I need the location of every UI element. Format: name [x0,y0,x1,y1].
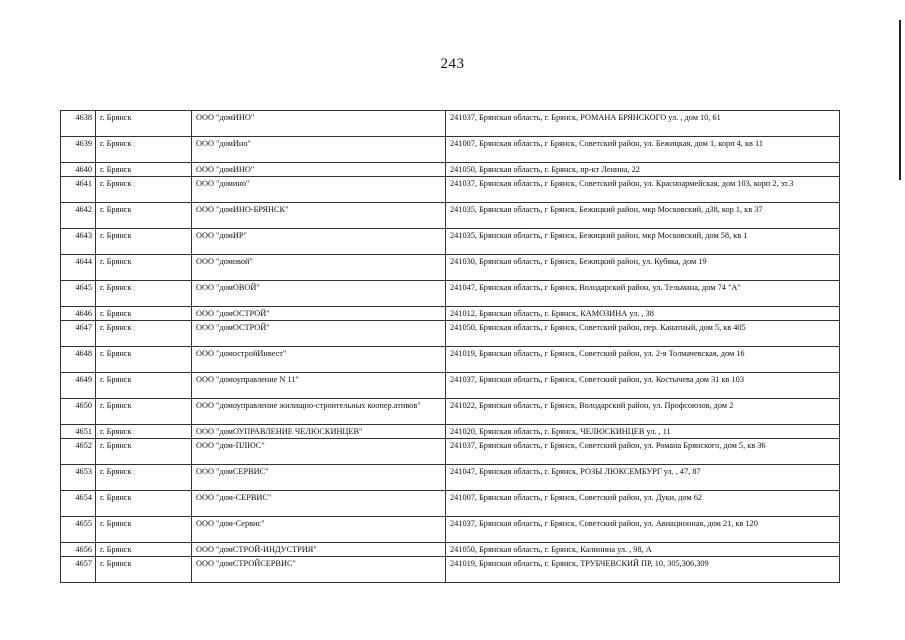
table-row [61,137,840,163]
table-row [61,203,840,229]
city-cell: г. Брянск [96,557,192,583]
table-row [61,465,840,491]
address-cell: 241019, Брянская область, г. Брянск, ТРУБЧЕВСКИЙ ПР, 10, 305,306,309 [446,557,840,583]
address-cell: 241035, Брянская область, г Брянск, Бежицкий район, мкр Московский, дом 58, кв 1 [446,229,840,255]
address-cell: 241007, Брянская область, г Брянск, Советский район, ул. Бежицкая, дом 1, корп 4, кв 11 [446,137,840,163]
organization-cell: ООО "домОВОЙ" [192,281,446,307]
organization-cell: ООО "домСТРОЙ-ИНДУСТРИЯ" [192,543,446,557]
row-number-cell: 4656 [61,543,96,557]
city-cell: г. Брянск [96,111,192,137]
row-number-cell: 4657 [61,557,96,583]
address-cell: 241007, Брянская область, г Брянск, Советский район, ул. Дуки, дом 62 [446,491,840,517]
organization-cell: ООО "домИно" [192,137,446,163]
row-number-cell: 4648 [61,347,96,373]
table-row [61,255,840,281]
address-cell: 241020, Брянская область, г. Брянск, ЧЕЛЮСКИНЦЕВ ул. , 11 [446,425,840,439]
row-number-cell: 4645 [61,281,96,307]
row-number-cell: 4642 [61,203,96,229]
row-number-cell: 4653 [61,465,96,491]
organization-cell: ООО "дом-СЕРВИС" [192,491,446,517]
row-number-cell: 4651 [61,425,96,439]
address-cell: 241050, Брянская область, г. Брянск, пр-кт Ленина, 22 [446,163,840,177]
organization-cell: ООО "домостройИнвест" [192,347,446,373]
organization-cell: ООО "домОУПРАВЛЕНИЕ ЧЕЛЮСКИНЦЕВ" [192,425,446,439]
address-cell: 241047, Брянская область, г. Брянск, РОЗЫ ЛЮКСЕМБУРГ ул. , 47, 87 [446,465,840,491]
table-row [61,307,840,321]
city-cell: г. Брянск [96,465,192,491]
scan-edge-line [899,20,901,180]
row-number-cell: 4652 [61,439,96,465]
organization-cell: ООО "домоуправление N 11" [192,373,446,399]
organization-cell: ООО "домИНО" [192,163,446,177]
address-cell: 241022, Брянская область, г Брянск, Володарский район, ул. Профсоюзов, дом 2 [446,399,840,425]
city-cell: г. Брянск [96,439,192,465]
organization-cell: ООО "домИР" [192,229,446,255]
row-number-cell: 4641 [61,177,96,203]
city-cell: г. Брянск [96,321,192,347]
address-cell: 241037, Брянская область, г Брянск, Советский район, ул. Костычева дом 31 кв 103 [446,373,840,399]
row-number-cell: 4655 [61,517,96,543]
table-row [61,229,840,255]
organization-cell: ООО "домино" [192,177,446,203]
row-number-cell: 4654 [61,491,96,517]
row-number-cell: 4644 [61,255,96,281]
address-cell: 241050, Брянская область, г Брянск, Советский район, пер. Канатный, дом 5, кв 405 [446,321,840,347]
organization-cell: ООО "дом-ПЛЮС" [192,439,446,465]
city-cell: г. Брянск [96,399,192,425]
row-number-cell: 4638 [61,111,96,137]
city-cell: г. Брянск [96,163,192,177]
city-cell: г. Брянск [96,137,192,163]
city-cell: г. Брянск [96,255,192,281]
city-cell: г. Брянск [96,517,192,543]
address-cell: 241012, Брянская область, г. Брянск, КАМОЗИНА ул. , 38 [446,307,840,321]
row-number-cell: 4639 [61,137,96,163]
address-cell: 241030, Брянская область, г Брянск, Бежицкий район, ул. Кубяка, дом 19 [446,255,840,281]
address-cell: 241019, Брянская область, г Брянск, Советский район, ул. 2-я Толмачевская, дом 16 [446,347,840,373]
table-row [61,281,840,307]
organization-cell: ООО "домСТРОЙСЕРВИС" [192,557,446,583]
organization-cell: ООО "домОСТРОЙ" [192,307,446,321]
table-row [61,439,840,465]
registry-table-body [61,111,840,583]
city-cell: г. Брянск [96,229,192,255]
address-cell: 241037, Брянская область, г Брянск, Советский район, ул. Красноармейская, дом 103, корп 2, эт.3 [446,177,840,203]
city-cell: г. Брянск [96,177,192,203]
table-row [61,517,840,543]
address-cell: 241035, Брянская область, г Брянск, Бежицкий район, мкр Московский, д38, кор 1, кв 37 [446,203,840,229]
row-number-cell: 4646 [61,307,96,321]
city-cell: г. Брянск [96,281,192,307]
organization-cell: ООО "домовой" [192,255,446,281]
table-row [61,347,840,373]
row-number-cell: 4649 [61,373,96,399]
city-cell: г. Брянск [96,543,192,557]
organization-cell: ООО "домОСТРОЙ" [192,321,446,347]
table-row [61,491,840,517]
city-cell: г. Брянск [96,425,192,439]
table-row [61,557,840,583]
organization-cell: ООО "домоуправление жилищно-строительных коопер.ативов" [192,399,446,425]
address-cell: 241050, Брянская область, г. Брянск, Калинина ул. , 98, А [446,543,840,557]
row-number-cell: 4647 [61,321,96,347]
organization-cell: ООО "домСЕРВИС" [192,465,446,491]
city-cell: г. Брянск [96,307,192,321]
address-cell: 241037, Брянская область, г. Брянск, РОМАНА БРЯНСКОГО ул. , дом 10, 61 [446,111,840,137]
city-cell: г. Брянск [96,203,192,229]
city-cell: г. Брянск [96,347,192,373]
table-row [61,543,840,557]
table-row [61,177,840,203]
organization-cell: ООО "домИНО-БРЯНСК" [192,203,446,229]
page-number: 243 [440,56,465,72]
table-row [61,321,840,347]
registry-table [60,110,840,583]
table-row [61,373,840,399]
table-row [61,425,840,439]
table-row [61,399,840,425]
row-number-cell: 4650 [61,399,96,425]
address-cell: 241037, Брянская область, г Брянск, Советский район, ул. Романа Брянского, дом 5, кв 36 [446,439,840,465]
organization-cell: ООО "дом-Сервис" [192,517,446,543]
address-cell: 241037, Брянская область, г Брянск, Советский район, ул. Авиационная, дом 21, кв 120 [446,517,840,543]
city-cell: г. Брянск [96,373,192,399]
row-number-cell: 4640 [61,163,96,177]
organization-cell: ООО "домИНО" [192,111,446,137]
table-row [61,163,840,177]
row-number-cell: 4643 [61,229,96,255]
city-cell: г. Брянск [96,491,192,517]
table-row [61,111,840,137]
address-cell: 241047, Брянская область, г Брянск, Володарский район, ул. Тельмана, дом 74 "А" [446,281,840,307]
